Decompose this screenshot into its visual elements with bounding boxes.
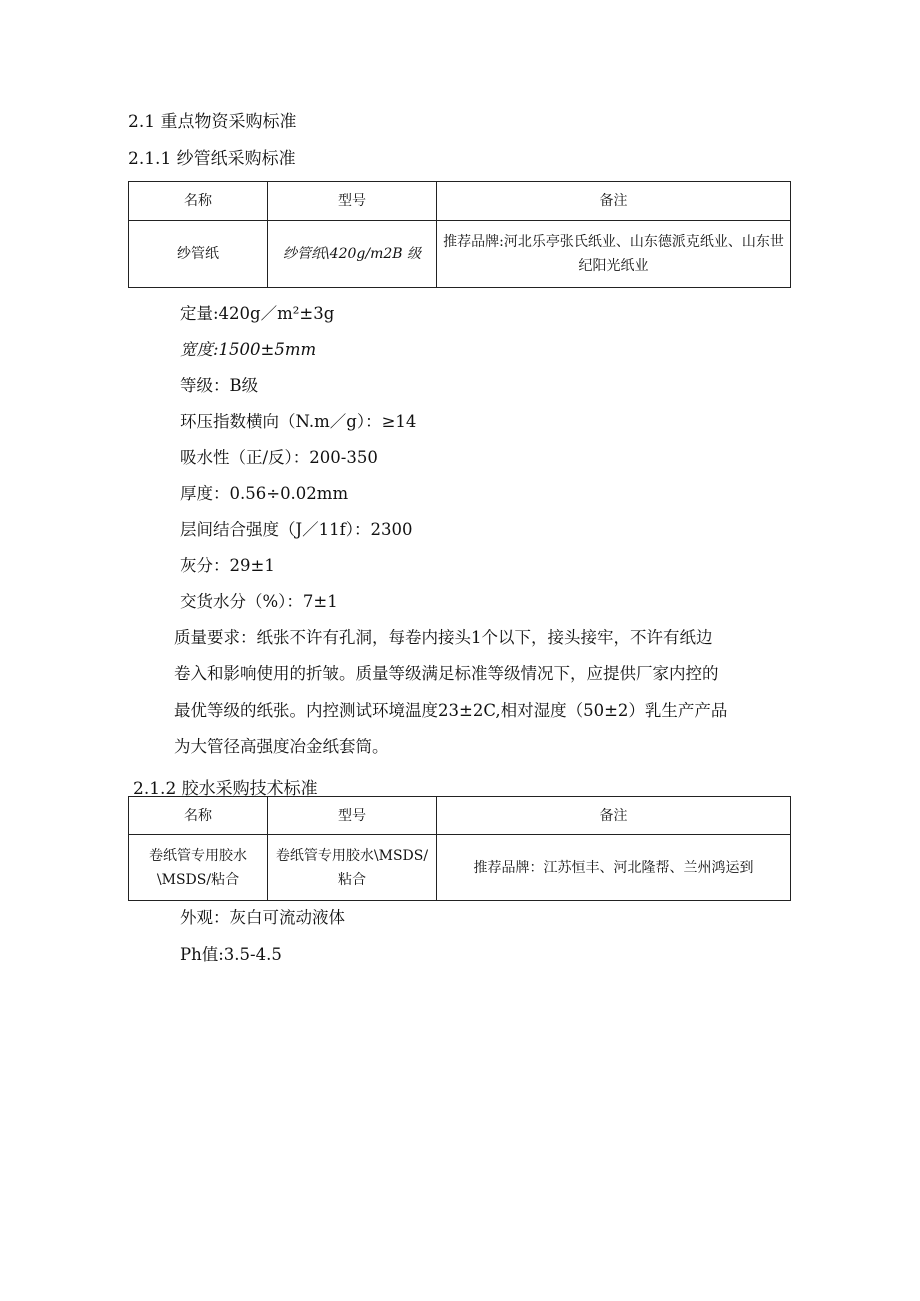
glue-spec-ph: Ph值:3.5-4.5: [180, 945, 282, 964]
spec-grade: 等级：B级: [180, 376, 259, 395]
glue-spec-appearance: 外观：灰白可流动液体: [180, 908, 345, 927]
table-header-row: [129, 797, 791, 835]
cell-remark: 推荐品牌：江苏恒丰、河北隆帮、兰州鸿运到: [437, 835, 791, 901]
spec-ring-crush: 环压指数横向（N.m／g）：≥14: [180, 412, 417, 431]
subsection-title-paper: 2.1.1 纱管纸采购标准: [128, 149, 296, 169]
header-model: 型号: [268, 797, 437, 835]
quality-line-3: 最优等级的纸张。内控测试环境温度23±2C,相对湿度（50±2）乳生产产品: [174, 701, 728, 720]
header-remark: 备注: [437, 797, 791, 835]
spec-bond-strength: 层间结合强度（J／11f）：2300: [180, 520, 413, 539]
quality-line-4: 为大管径高强度冶金纸套筒。: [174, 737, 389, 756]
paper-spec-table: [128, 181, 791, 288]
table-row: [129, 221, 791, 288]
cell-model: 纱管纸\420g/m2B 级: [268, 221, 437, 288]
header-name: 名称: [129, 797, 268, 835]
cell-model: 卷纸管专用胶水\MSDS/粘合: [268, 835, 437, 901]
cell-name: 卷纸管专用胶水\MSDS/粘合: [129, 835, 268, 901]
glue-spec-table: [128, 796, 791, 901]
spec-weight: 定量:420g／m²±3g: [180, 304, 335, 323]
quality-line-1: 质量要求：纸张不许有孔洞，每卷内接头1个以下，接头接牢，不许有纸边: [174, 628, 713, 647]
table-row: [129, 835, 791, 901]
spec-ash: 灰分：29±1: [180, 556, 275, 575]
spec-thickness: 厚度：0.56÷0.02mm: [180, 484, 349, 503]
cell-name: 纱管纸: [129, 221, 268, 288]
header-remark: 备注: [437, 182, 791, 221]
quality-line-2: 卷入和影响使用的折皱。质量等级满足标准等级情况下，应提供厂家内控的: [174, 664, 719, 683]
header-name: 名称: [129, 182, 268, 221]
table-header-row: [129, 182, 791, 221]
subsection-title-glue: 2.1.2 胶水采购技术标准: [133, 779, 318, 799]
header-model: 型号: [268, 182, 437, 221]
spec-moisture: 交货水分（%）：7±1: [180, 592, 338, 611]
spec-width: 宽度:1500±5mm: [180, 340, 317, 359]
section-title: 2.1 重点物资采购标准: [128, 112, 297, 132]
cell-remark: 推荐品牌:河北乐亭张氏纸业、山东德派克纸业、山东世纪阳光纸业: [437, 221, 791, 288]
spec-absorbency: 吸水性（正/反）：200-350: [180, 448, 378, 467]
